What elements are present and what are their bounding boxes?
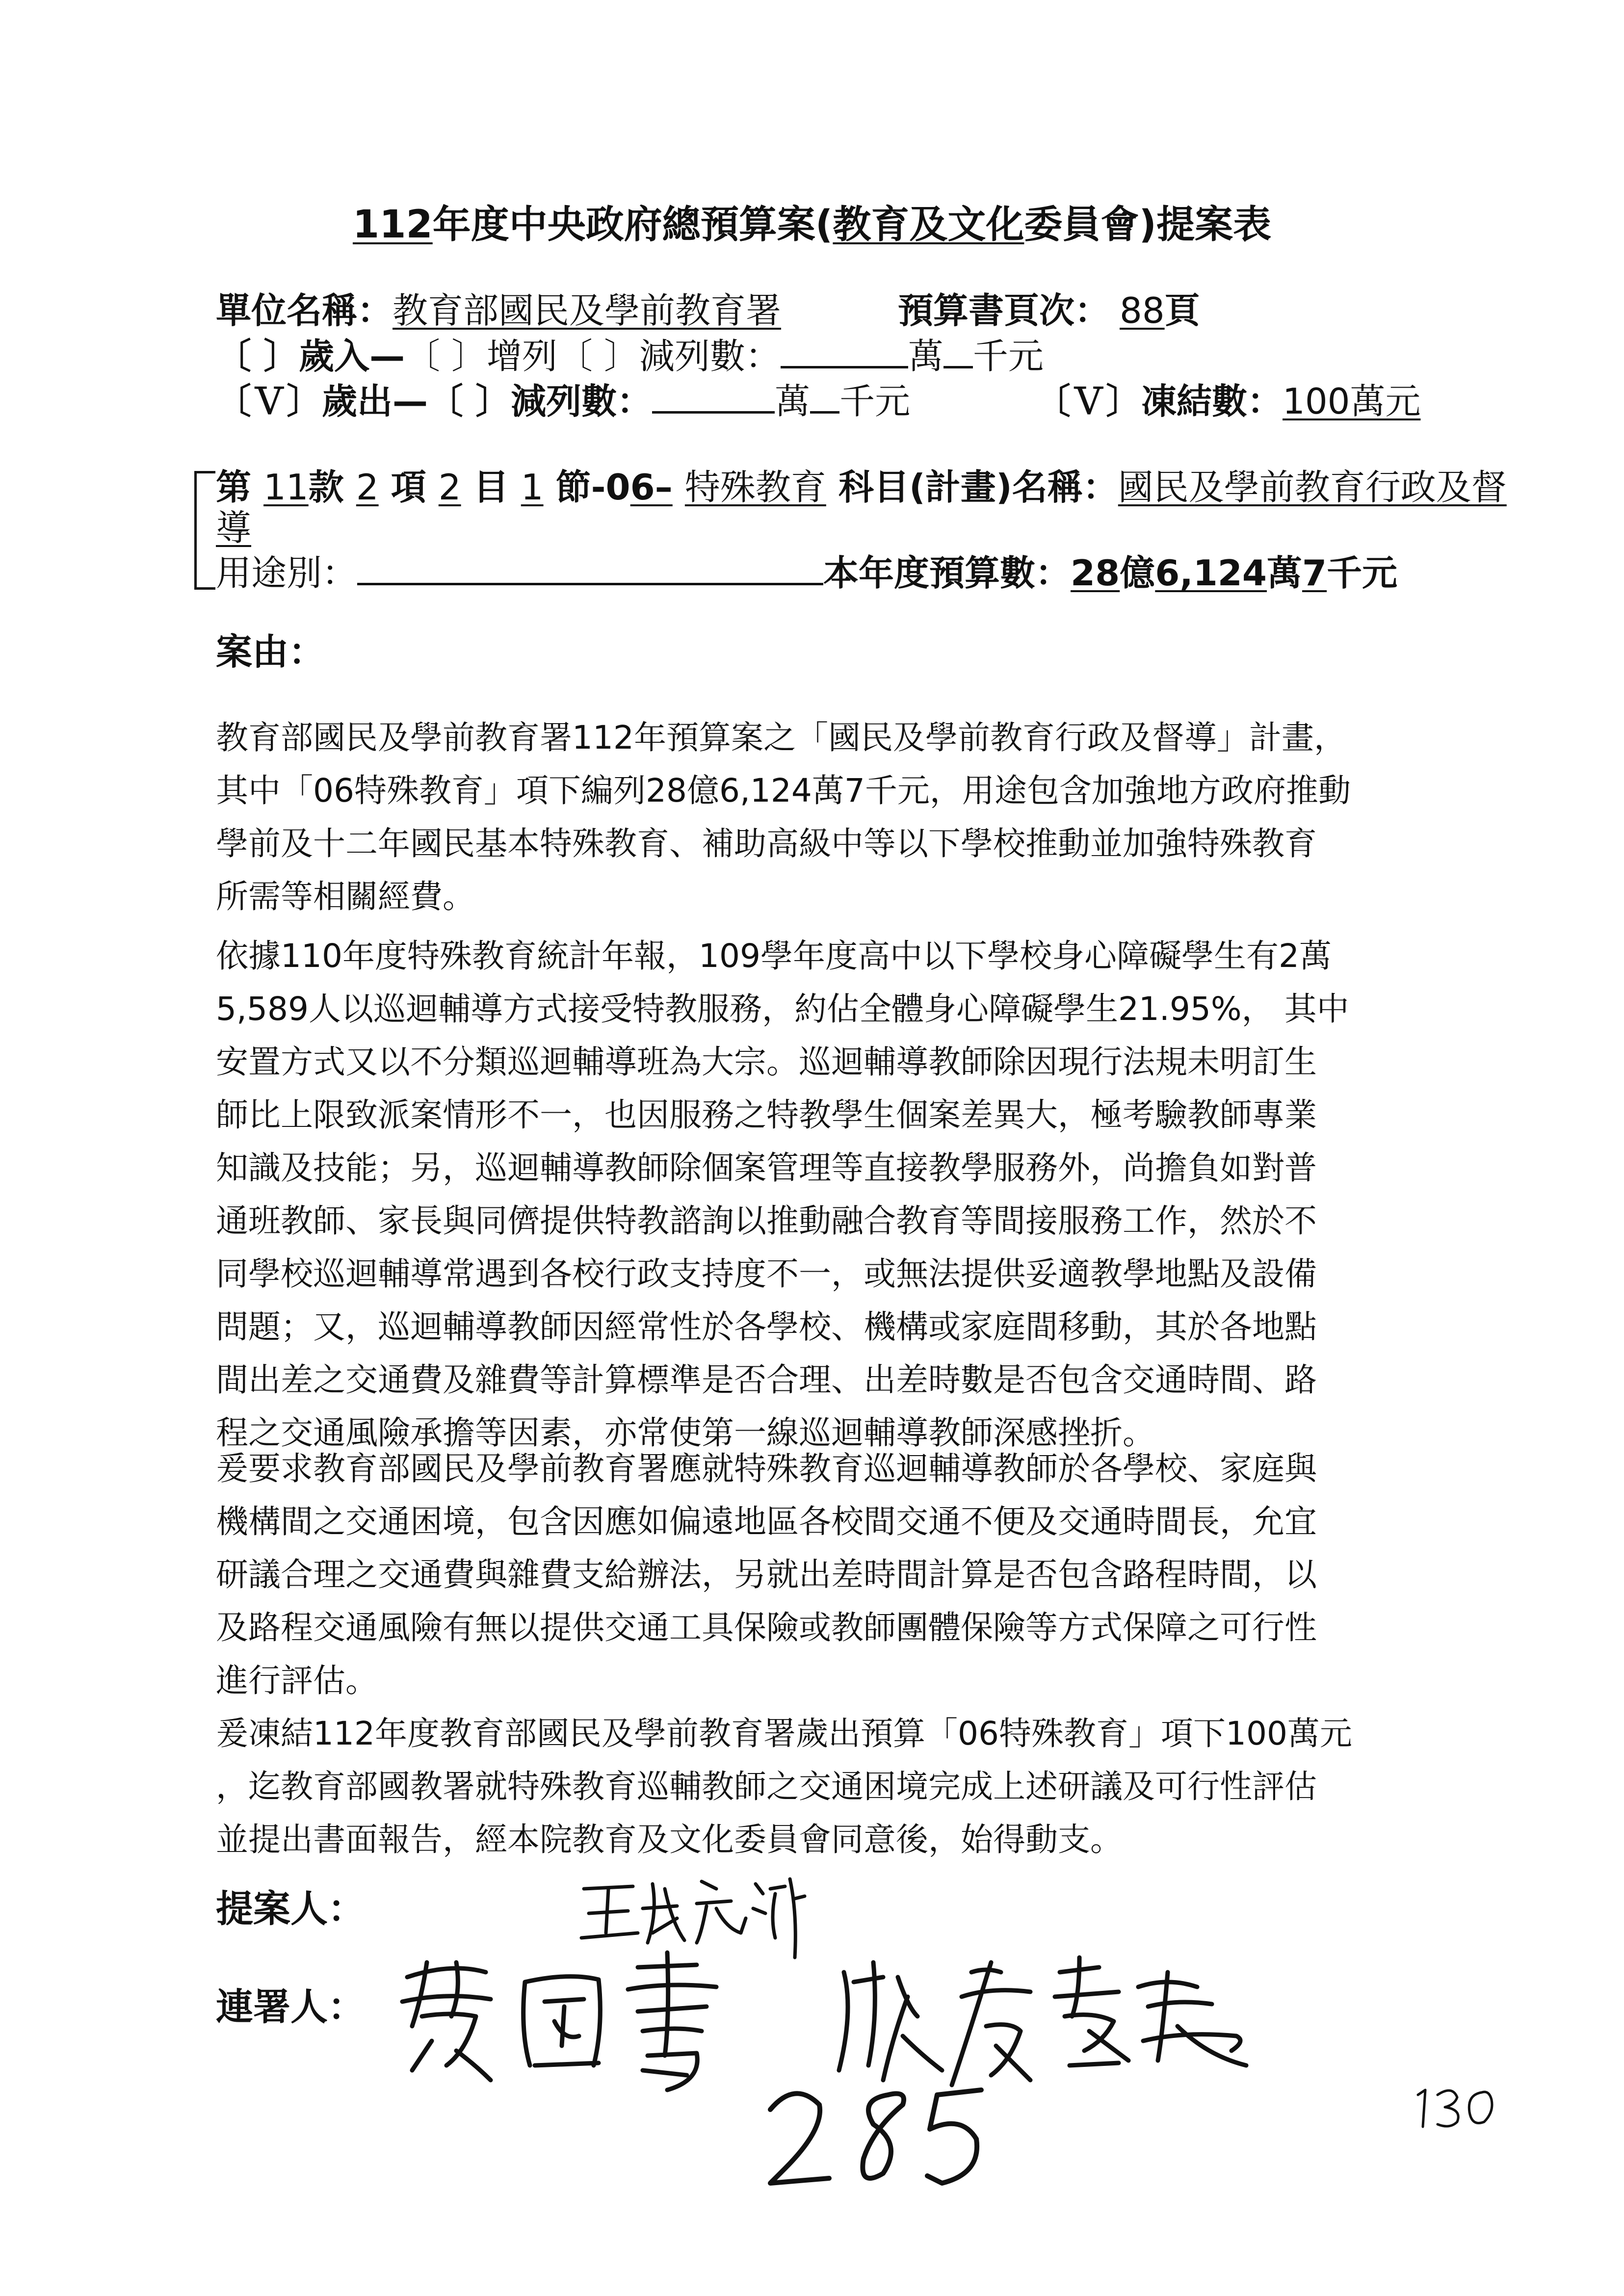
blank-field	[357, 553, 823, 585]
handwritten-number-285	[756, 2075, 1011, 2203]
blank-field	[810, 382, 839, 414]
page-value: 88	[1120, 290, 1165, 331]
subject-bracket	[194, 471, 215, 590]
blank-field	[943, 337, 973, 368]
page-title: 112年度中央政府總預算案(教育及文化委員會)提案表	[352, 203, 1272, 247]
proposer-label: 提案人：	[216, 1887, 365, 1931]
page-ref: 預算書頁次： 88頁	[898, 290, 1200, 331]
cosigner-label: 連署人：	[216, 1985, 365, 2029]
usage-line: 用途別： 本年度預算數：28億6,124萬7千元	[216, 552, 1398, 594]
blank-field	[652, 382, 775, 414]
cosigner-signature-1	[393, 1943, 765, 2100]
unit-line	[216, 282, 781, 333]
subject-line: 第 11款 2 項 2 目 1 節-06– 特殊教育 科目(計畫)名稱：國民及學前教育行政及督	[216, 467, 1507, 508]
reason-heading: 案由：	[216, 631, 325, 673]
revenue-line: 〔 〕歲入—〔 〕增列〔 〕減列數： 萬 千元	[216, 336, 1044, 377]
expenditure-line: 〔Ｖ〕歲出—〔 〕減列數： 萬 千元	[216, 381, 911, 422]
paragraph-4: 爰凍結112年度教育部國民及學前教育署歲出預算「06特殊教育」項下100萬元 ，迄教育部國教署就特殊教育巡輔教師之交通困境完成上述研議及可行性評估 並提出書面報告，經本院教育及文化委員會同意後，始得動支。	[216, 1715, 1352, 1858]
page-number-130	[1408, 2080, 1506, 2134]
subject-line-2: 導	[216, 507, 252, 548]
unit-value: 教育部國民及學前教育署	[393, 290, 782, 331]
page-label: 預算書頁次：	[898, 290, 1110, 331]
blank-field	[781, 337, 908, 368]
paragraph-1: 教育部國民及學前教育署112年預算案之「國民及學前教育行政及督導」計畫， 其中「06特殊教育」項下編列28億6,124萬7千元，用途包含加強地方政府推動 學前及十二年國民基本特殊教育、補助高級中等以下學校推動並加強特殊教育 所需等相關經費。	[216, 719, 1351, 915]
paragraph-2: 依據110年度特殊教育統計年報，109學年度高中以下學校身心障礙學生有2萬 5,589人以巡迴輔導方式接受特教服務，約佔全體身心障礙學生21.95%， 其中 安置方式又以不分類巡迴輔導班為大宗。巡迴輔導教師除因現行法規未明訂生 師比上限致派案情形不一，也因服務之特教學生個案差異大，極考驗教師專業 知識及技能；另，巡迴輔導教師除個案管理等直接教學服務外，尚擔負如對普 通班教師、家長與同儕提供特教諮詢以推動融合教育等間接服務工作，然於不 同學校巡迴輔導常遇到各校行政支持度不一，或無法提供妥適教學地點及設備 問題；又，巡迴輔導教師因經常性於各學校、機構或家庭間移動，其於各地點 間出差之交通費及雜費等計算標準是否合理、出差時數是否包含交通時間、路 程之交通風險承擔等因素，亦常使第一線巡迴輔導教師深感挫折。	[216, 937, 1349, 1452]
paragraph-3: 爰要求教育部國民及學前教育署應就特殊教育巡迴輔導教師於各學校、家庭與 機構間之交通困境，包含因應如偏遠地區各校間交通不便及交通時間長，允宜 研議合理之交通費與雜費支給辦法，另就出差時間計算是否包含路程時間，以 及路程交通風險有無以提供交通工具保險或教師團體保險等方式保障之可行性 進行評估。	[216, 1450, 1317, 1699]
unit-label: 單位名稱：	[216, 290, 393, 331]
freeze-amount: 〔Ｖ〕凍結數：100萬元	[1035, 381, 1421, 422]
